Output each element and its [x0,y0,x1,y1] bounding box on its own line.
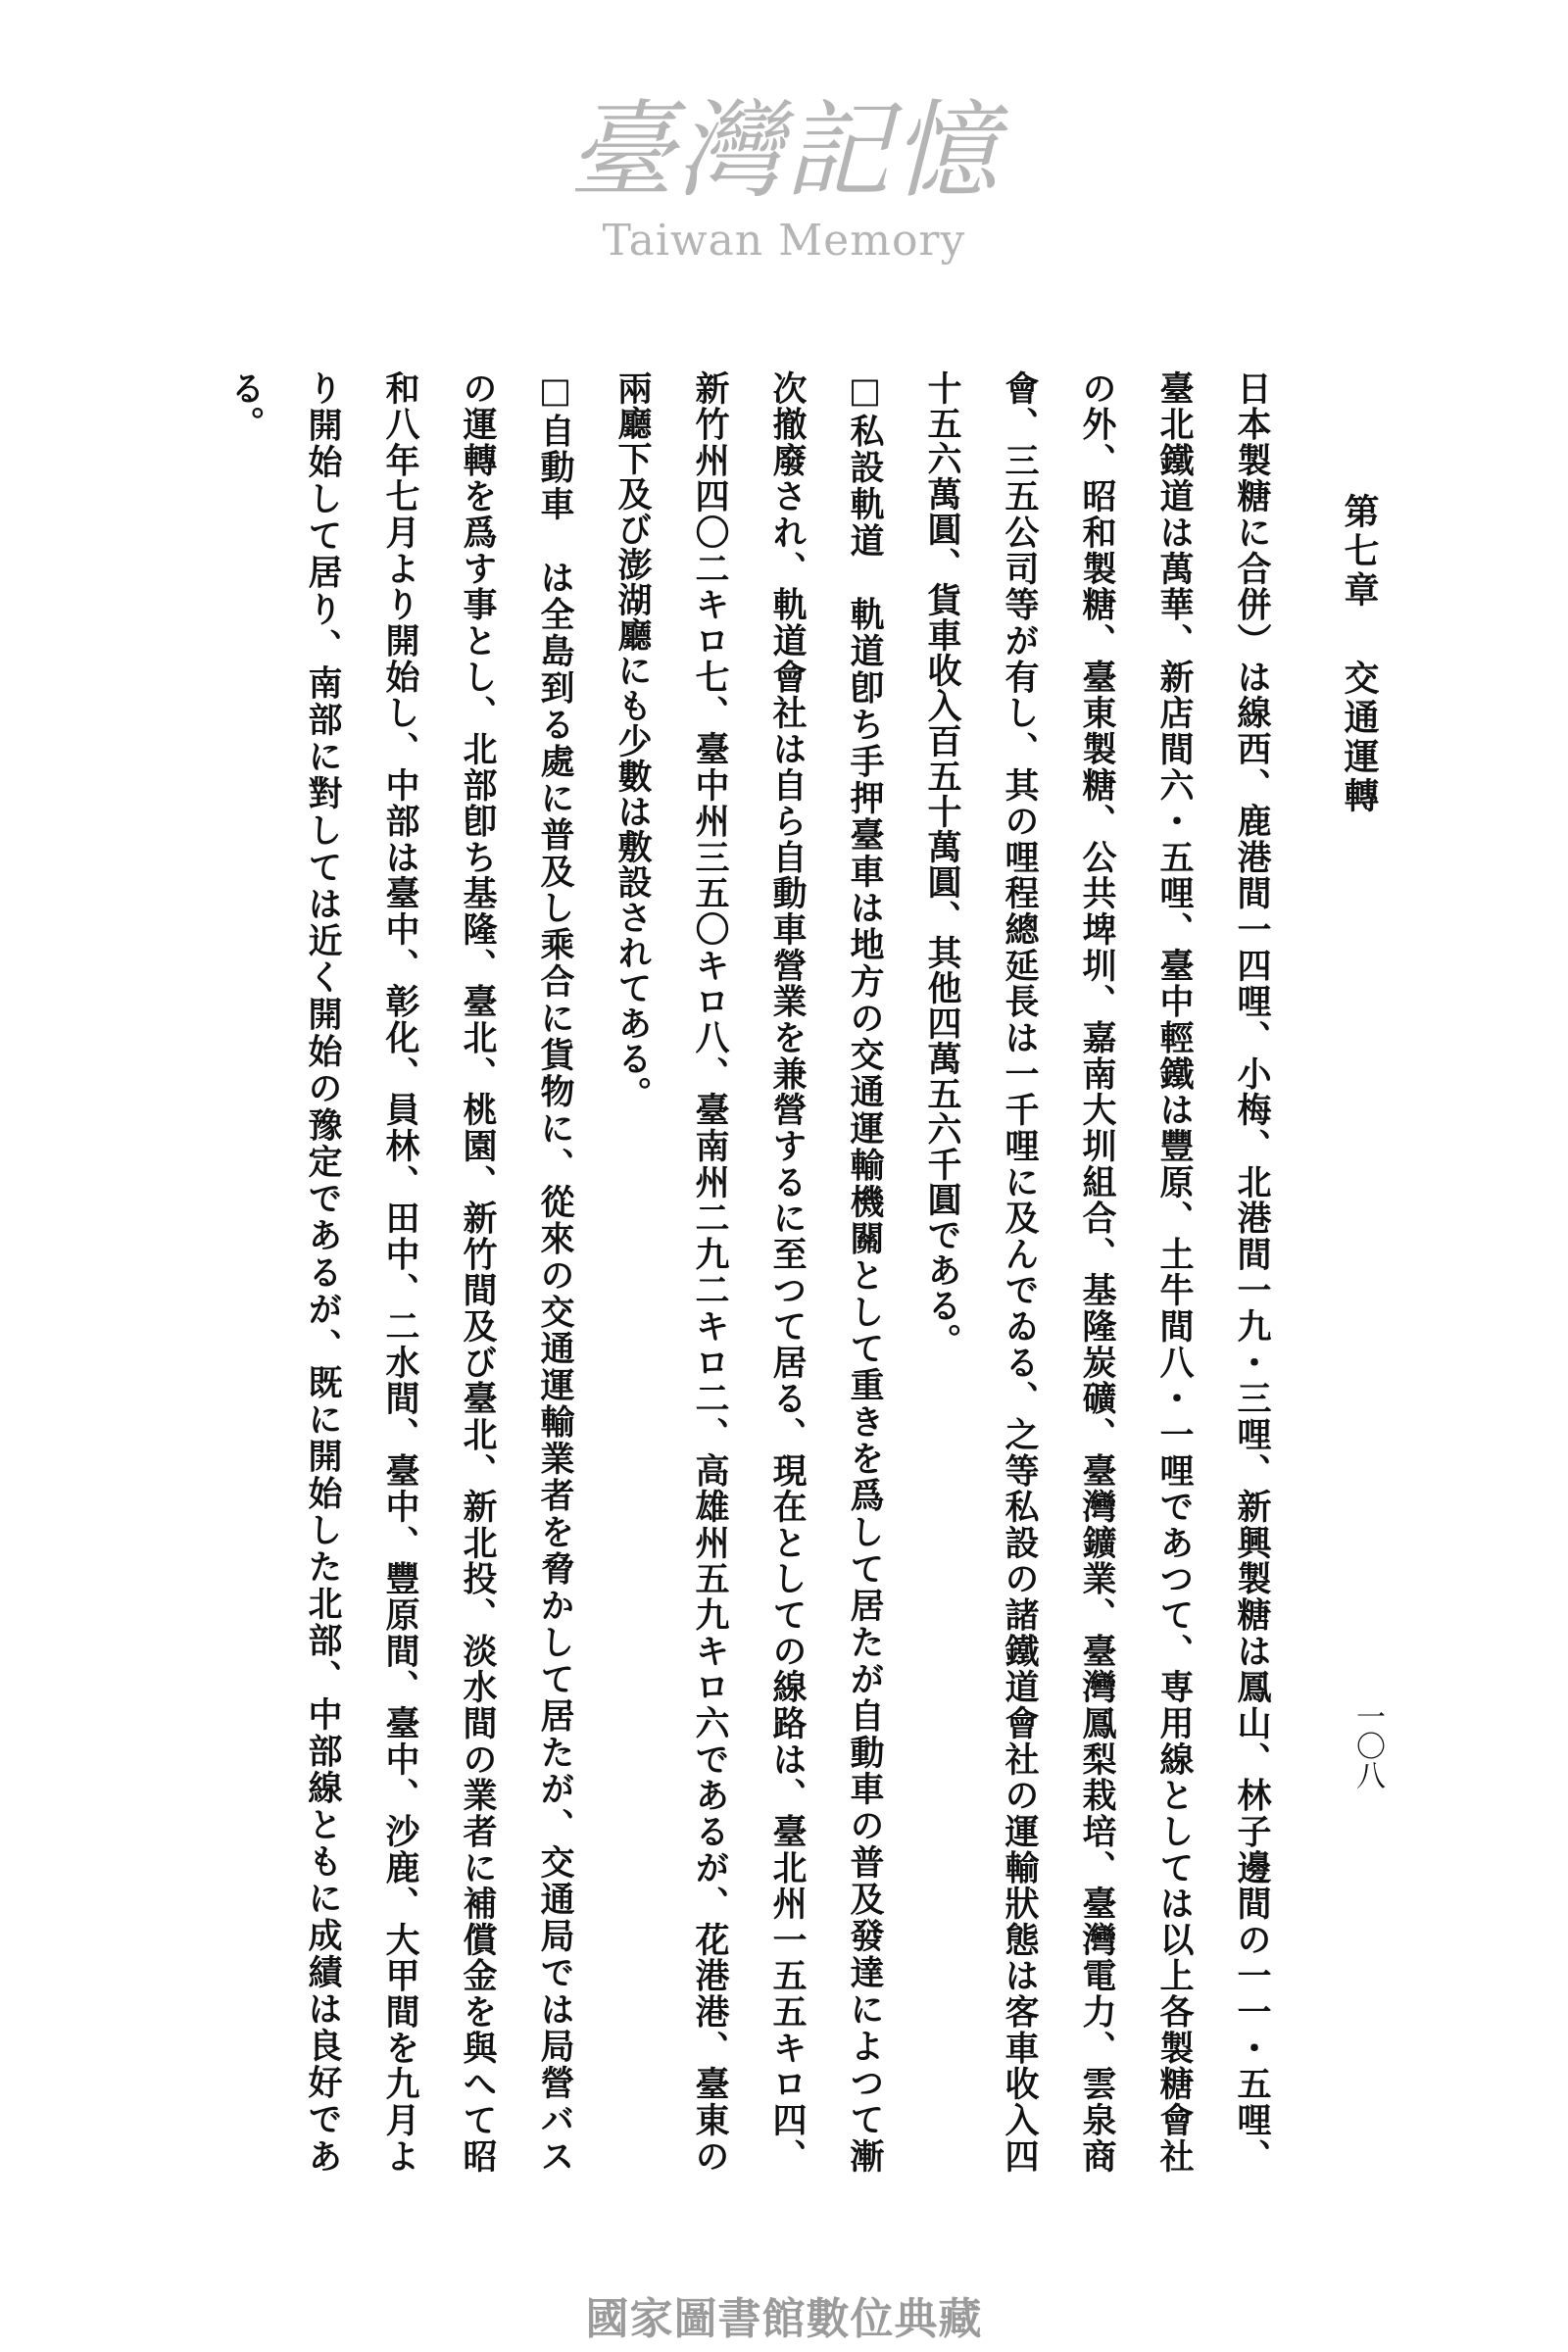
text-column: 十五六萬圓、貨車收入百五十萬圓、其他四萬五六千圓である。 [922,370,962,1358]
taiwan-memory-watermark [554,88,1014,266]
text-column: り開始して居り、南部に對しては近く開始の豫定であるが、既に開始した北部、中部線ともに成績は良好であ [303,370,343,2175]
section-private-tramway: □私設軌道 軌道卽ち手押臺車は地方の交通運輸機關として重きを爲して居たが自動車の普及發達によつて漸 [845,370,885,2174]
text-column: 和八年七月より開始し、中部は臺中、彰化、員林、田中、二水間、臺中、豐原間、臺中、沙鹿、大甲間を九月よ [380,370,420,2174]
text-column: の外、昭和製糖、臺東製糖、公共埤圳、嘉南大圳組合、基隆炭礦、臺灣鑛業、臺灣鳳梨栽培、臺灣電力、雲泉商 [1077,370,1117,2174]
chapter-number: 第七章 [1339,493,1380,611]
text-column: 日本製糖に合併）は線西、鹿港間一四哩、小梅、北港間一九・三哩、新興製糖は鳳山、林子邊間の一一・五哩、 [1232,370,1272,2174]
text-column: の運轉を爲す事とし、北部卽ち基隆、臺北、桃園、新竹間及び臺北、新北投、淡水間の業者に補償金を與へて昭 [458,370,498,2174]
text-column: 新竹州四〇二キロ七、臺中州三五〇キロ八、臺南州二九二キロ二、高雄州五九キロ六であるが、花港港、臺東の [690,370,730,2174]
chapter-header [1338,493,1381,816]
watermark-sub: Taiwan Memory [602,216,966,266]
section-automobile: □自動車 は全島到る處に普及し乘合に貨物に、從來の交通運輸業者を脅かして居たが、交通局では局營バス [535,370,575,2174]
text-column: 次撤廢され、軌道會社は自ら自動車營業を兼營するに至つて居る、現在としての線路は、臺北州一五五キロ四、 [767,370,808,2174]
library-footer: 國家圖書館數位典藏 [585,2294,983,2344]
page-number: 一〇八 [1350,1701,1385,1789]
text-column: 臺北鐵道は萬華、新店間六・五哩、臺中輕鐵は豐原、土牛間八・一哩であつて、専用線としては以上各製糖會社 [1154,370,1195,2174]
text-column: る。 [225,370,266,441]
text-column: 兩廳下及び澎湖廳にも少數は敷設されてある。 [612,370,653,1111]
watermark-main: 臺灣記憶 [567,90,1000,213]
chapter-title: 交通運轉 [1339,660,1380,816]
text-column: 會、三五公司等が有し、其の哩程總延長は一千哩に及んでゐる、之等私設の諸鐵道會社の運輸狀態は客車收入四 [1000,370,1040,2174]
